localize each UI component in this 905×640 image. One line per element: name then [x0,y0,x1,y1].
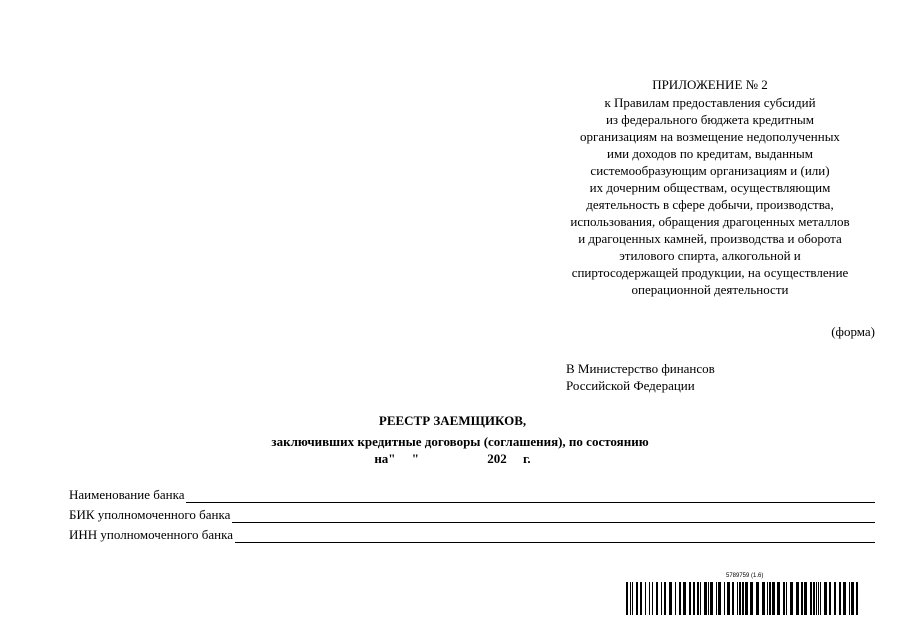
addressee-line-2: Российской Федерации [566,378,695,393]
bank-name-label: Наименование банка [69,487,185,502]
bik-label: БИК уполномоченного банка [69,507,231,522]
bank-name-blank-line[interactable] [186,488,875,503]
bik-blank-line[interactable] [232,508,875,523]
document-subtitle: заключивших кредитные договоры (соглашения), по состоянию [271,434,649,449]
appendix-line: их дочерним обществам, осуществляющим [589,180,831,195]
bik-field [69,505,875,523]
form-label: (форма) [831,324,875,339]
document-title: РЕЕСТР ЗАЕМЩИКОВ, [378,413,527,428]
appendix-line: системообразующим организациям и (или) [590,163,830,178]
barcode [626,573,858,617]
appendix-line: этилового спирта, алкогольной и [619,248,801,263]
appendix-line: операционной деятельности [631,282,789,297]
appendix-heading: ПРИЛОЖЕНИЕ № 2 [652,77,768,92]
appendix-line: ими доходов по кредитам, выданным [607,146,813,161]
appendix-line: из федерального бюджета кредитным [605,112,815,127]
appendix-line: и драгоценных камней, производства и оборота [578,231,842,246]
appendix-line: к Правилам предоставления субсидий [604,95,816,110]
date-line: на" " 202 г. [374,451,531,466]
appendix-line: спиртосодержащей продукции, на осуществление [571,265,849,280]
inn-label: ИНН уполномоченного банка [69,527,233,542]
appendix-line: использования, обращения драгоценных металлов [570,214,850,229]
barcode-number: 5789759 (1.6) [726,573,764,579]
appendix-line: организациям на возмещение недополученных [580,129,840,144]
inn-field [69,525,875,543]
barcode-bars-icon [626,582,858,615]
inn-blank-line[interactable] [235,528,875,543]
appendix-block [540,76,880,298]
bank-name-field [69,485,875,503]
addressee-line-1: В Министерство финансов [566,361,715,376]
appendix-line: деятельность в сфере добычи, производства, [586,197,834,212]
addressee-block [566,360,715,394]
